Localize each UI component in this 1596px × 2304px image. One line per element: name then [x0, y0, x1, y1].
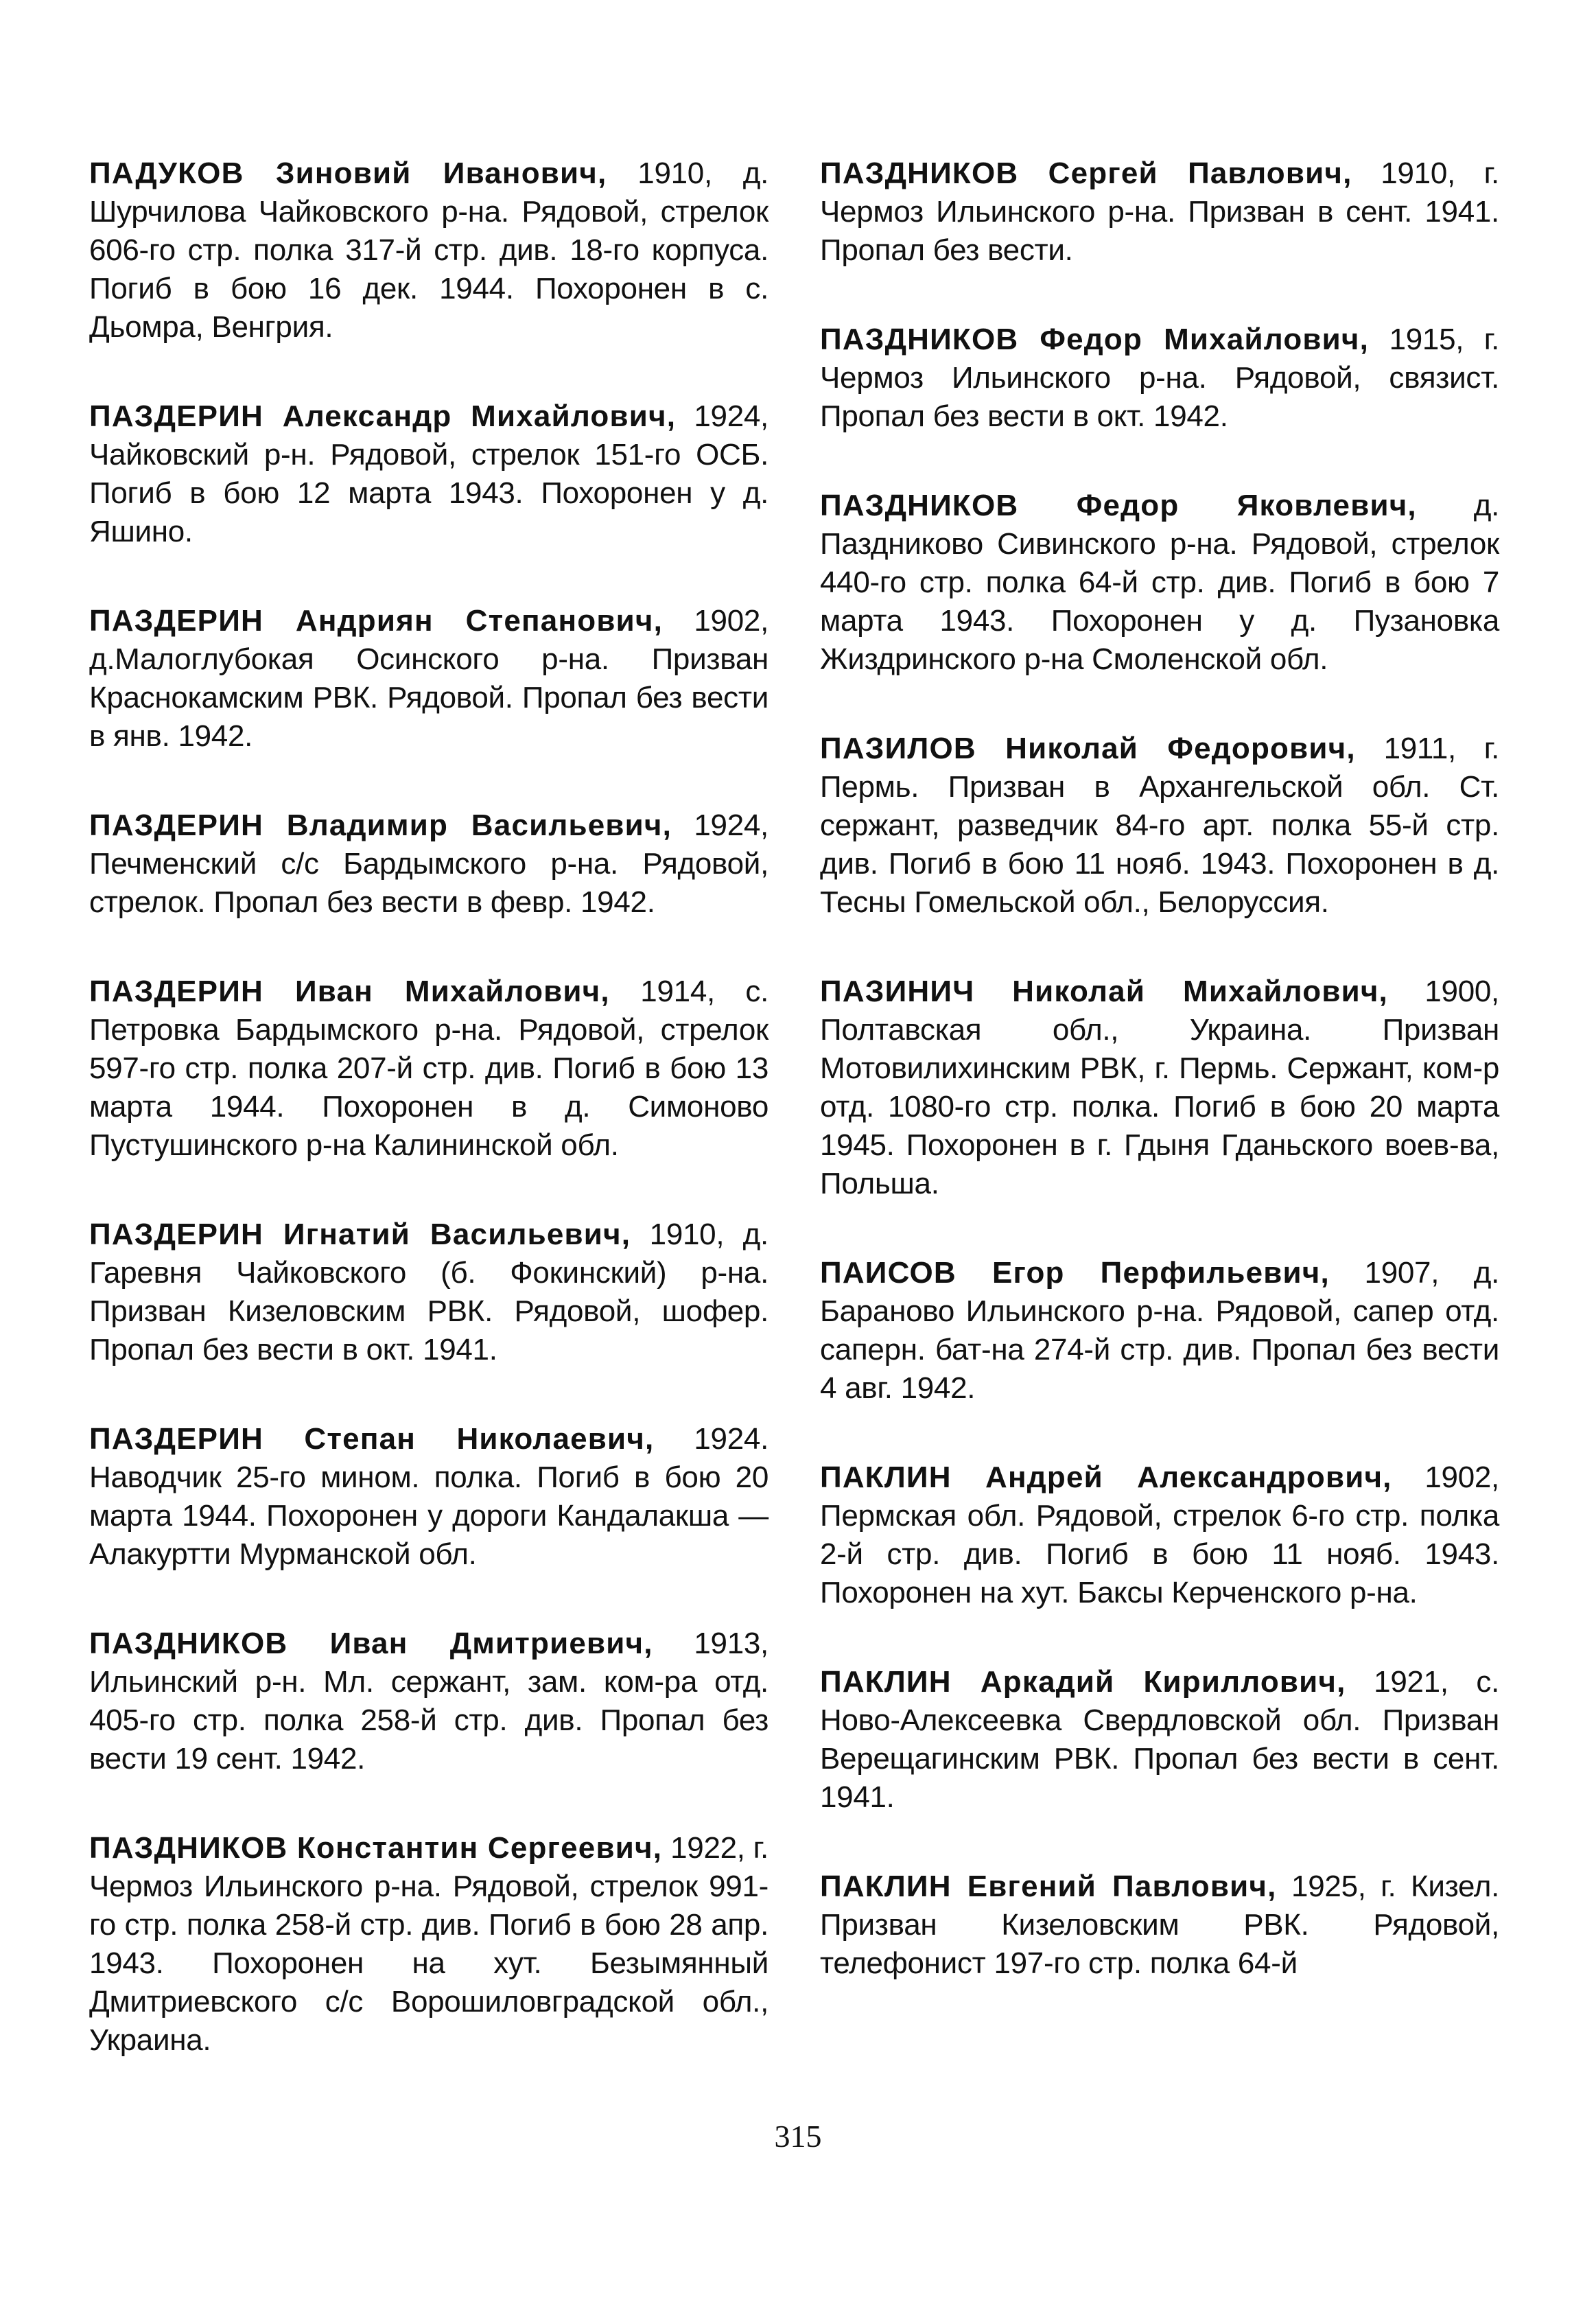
entry-text: 1924. Наводчик 25-го мином. полка. Погиб в бою 20 марта 1944. Похоронен у дороги Кандалакша — Алакуртти Мурманской обл. — [89, 1422, 768, 1571]
entry-name: ПАЗДЕРИН Степан Николаевич, — [89, 1422, 655, 1456]
entry-name: ПАЗДНИКОВ Иван Дмитриевич, — [89, 1627, 653, 1660]
entry — [820, 1663, 1499, 1817]
entry-text: 1921, с. Ново-Алексеевка Свердловской обл. Призван Верещагинским РВК. Пропал без вести в сент. 1941. — [820, 1665, 1499, 1814]
entry-text: д. Паздниково Сивинского р-на. Рядовой, стрелок 440-го стр. полка 64-й стр. див. Погиб в бою 7 марта 1943. Похоронен у д. Пузановка Жиздринского р-на Смоленской обл. — [820, 489, 1499, 676]
entry-text: 1910, д. Гаревня Чайковского (б. Фокинский) р-на. Призван Кизеловским РВК. Рядовой, шофер. Пропал без вести в окт. 1941. — [89, 1218, 768, 1366]
entry-name: ПАДУКОВ Зиновий Иванович, — [89, 156, 607, 190]
entry — [820, 1867, 1499, 1983]
page-number: 315 — [774, 2119, 822, 2154]
left-column — [89, 154, 768, 2110]
entry — [820, 1254, 1499, 1408]
entry — [820, 730, 1499, 922]
entry-text: 1910, д. Шурчилова Чайковского р-на. Рядовой, стрелок 606-го стр. полка 317-й стр. див. 18-го корпуса. Погиб в бою 16 дек. 1944. Похоронен в с. Дьомра, Венгрия. — [89, 156, 768, 344]
entry-name: ПАЗДНИКОВ Федор Михайлович, — [820, 323, 1370, 356]
entry — [820, 154, 1499, 270]
entry — [89, 973, 768, 1165]
entry — [89, 154, 768, 347]
entry-name: ПАЗДЕРИН Александр Михайлович, — [89, 399, 677, 433]
entry-text: 1915, г. Чермоз Ильинского р-на. Рядовой, связист. Пропал без вести в окт. 1942. — [820, 323, 1500, 433]
entry-text: 1902, д.Малоглубокая Осинского р-на. Призван Краснокамским РВК. Рядовой. Пропал без вести в янв. 1942. — [89, 604, 768, 753]
entry-text: 1922, г. Чермоз Ильинского р-на. Рядовой, стрелок 991-го стр. полка 258-й стр. див. Погиб в бою 28 апр. 1943. Похоронен на хут. Безымянный Дмитриевского с/с Ворошиловградской обл., Украина. — [89, 1831, 768, 2057]
entry — [89, 602, 768, 756]
entry-text: 1902, Пермская обл. Рядовой, стрелок 6-го стр. полка 2-й стр. див. Погиб в бою 11 нояб. 1943. Похоронен на хут. Баксы Керченского р-на. — [820, 1461, 1499, 1609]
entry — [89, 806, 768, 922]
entry-name: ПАКЛИН Аркадий Кириллович, — [820, 1665, 1346, 1699]
entry-name: ПАЗДЕРИН Андриян Степанович, — [89, 604, 663, 638]
entry-name: ПАЗИНИЧ Николай Михайлович, — [820, 975, 1388, 1008]
entry — [89, 1625, 768, 1778]
right-column — [820, 154, 1499, 2034]
entry-text: 1924, Чайковский р-н. Рядовой, стрелок 151-го ОСБ. Погиб в бою 12 марта 1943. Похоронен у д. Яшино. — [89, 399, 768, 548]
entry-name: ПАКЛИН Евгений Павлович, — [820, 1870, 1277, 1903]
entry — [820, 1458, 1499, 1612]
entry-name: ПАЗДНИКОВ Сергей Павлович, — [820, 156, 1352, 190]
entry — [820, 487, 1499, 679]
entry — [89, 1829, 768, 2060]
entry-name: ПАЗДНИКОВ Федор Яковлевич, — [820, 489, 1417, 522]
entry — [89, 1420, 768, 1574]
entry — [89, 1215, 768, 1369]
entry-name: ПАЗДЕРИН Игнатий Васильевич, — [89, 1218, 631, 1251]
entry — [820, 321, 1499, 436]
entry-name: ПАЗДНИКОВ Константин Сергеевич, — [89, 1831, 663, 1865]
entry-name: ПАИСОВ Егор Перфильевич, — [820, 1256, 1330, 1290]
entry-text: 1924, Печменский с/с Бардымского р-на. Рядовой, стрелок. Пропал без вести в февр. 1942. — [89, 808, 768, 919]
entry-text: 1907, д. Бараново Ильинского р-на. Рядовой, сапер отд. саперн. бат-на 274-й стр. див. Пропал без вести 4 авг. 1942. — [820, 1256, 1499, 1405]
entry-text: 1913, Ильинский р-н. Мл. сержант, зам. ком-ра отд. 405-го стр. полка 258-й стр. див. Пропал без вести 19 сент. 1942. — [89, 1627, 768, 1776]
entry — [89, 397, 768, 551]
entry-name: ПАЗДЕРИН Иван Михайлович, — [89, 975, 610, 1008]
entry-text: 1914, с. Петровка Бардымского р-на. Рядовой, стрелок 597-го стр. полка 207-й стр. див. Погиб в бою 13 марта 1944. Похоронен в д. Симоново Пустушинского р-на Калининской обл. — [89, 975, 768, 1162]
entry-text: 1911, г. Пермь. Призван в Архангельской обл. Ст. сержант, разведчик 84-го арт. полка 55-й стр. див. Погиб в бою 11 нояб. 1943. Похоронен в д. Тесны Гомельской обл., Белоруссия. — [820, 732, 1499, 919]
entry-text: 1925, г. Кизел. Призван Кизеловским РВК. Рядовой, телефонист 197-го стр. полка 64-й — [820, 1870, 1500, 1980]
entry — [820, 973, 1499, 1203]
entry-name: ПАЗДЕРИН Владимир Васильевич, — [89, 808, 672, 842]
entry-name: ПАЗИЛОВ Николай Федорович, — [820, 732, 1356, 765]
entry-text: 1910, г. Чермоз Ильинского р-на. Призван в сент. 1941. Пропал без вести. — [820, 156, 1499, 267]
entry-text: 1900, Полтавская обл., Украина. Призван Мотовилихинским РВК, г. Пермь. Сержант, ком-р отд. 1080-го стр. полка. Погиб в бою 20 марта 1945. Похоронен в г. Гдыня Гданьского воев-ва, Польша. — [820, 975, 1499, 1200]
entry-name: ПАКЛИН Андрей Александрович, — [820, 1461, 1392, 1494]
